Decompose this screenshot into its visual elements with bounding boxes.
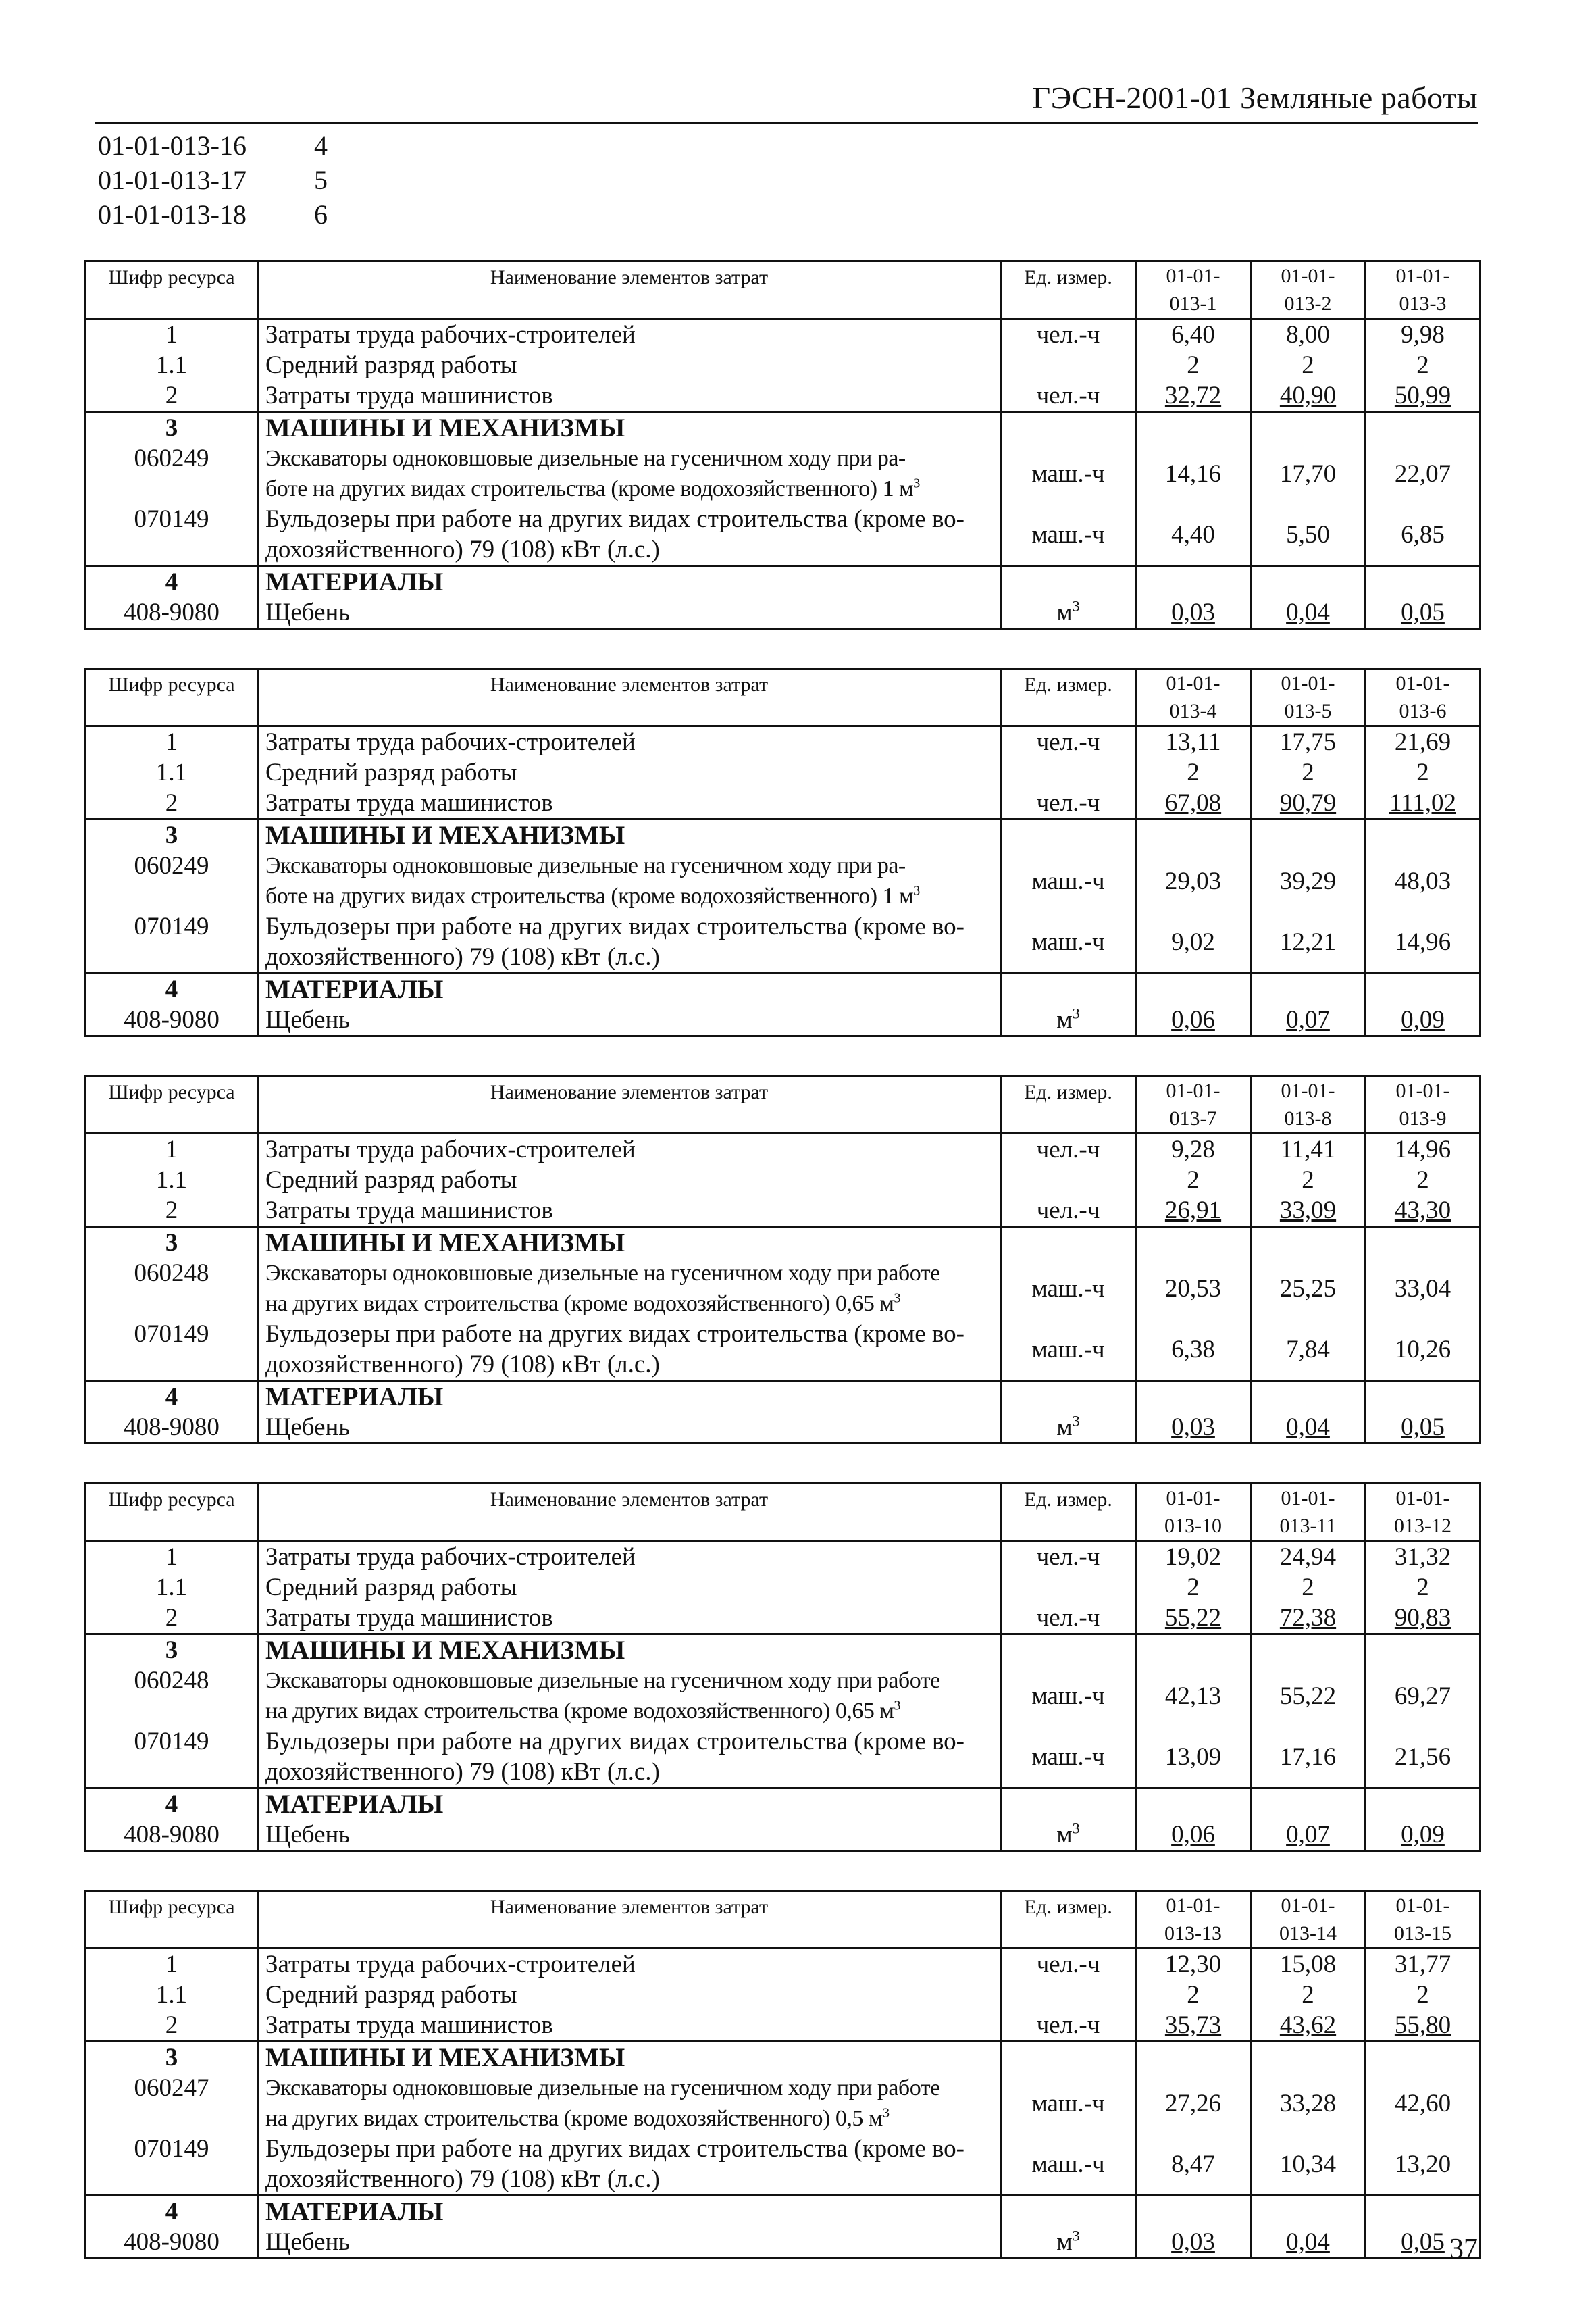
value-cell: 11,41 xyxy=(1251,1134,1366,1165)
column-header-name: Наименование элементов затрат xyxy=(258,1891,1001,1948)
norm-tables xyxy=(84,260,1479,2297)
resource-name: Средний разряд работы xyxy=(258,1165,1001,1195)
table-row-section-machines xyxy=(86,2042,1481,2073)
section-code: 3 xyxy=(86,1634,258,1666)
table-row-excavator xyxy=(86,2073,1481,2134)
column-header-code: Шифр ресурса xyxy=(86,1891,258,1948)
resource-unit xyxy=(1001,1165,1136,1195)
value-cell: 13,11 xyxy=(1136,726,1251,758)
resource-code: 1 xyxy=(86,726,258,758)
table-row-machinists xyxy=(86,1603,1481,1634)
column-header-norm: 01-01- 013-3 xyxy=(1366,261,1481,319)
value-cell: 2 xyxy=(1251,1572,1366,1603)
value-cell: 0,03 xyxy=(1136,1412,1251,1444)
resource-unit: чел.-ч xyxy=(1001,2010,1136,2042)
column-header-unit: Ед. измер. xyxy=(1001,669,1136,726)
resource-code: 2 xyxy=(86,1195,258,1227)
value-cell: 0,06 xyxy=(1136,1005,1251,1036)
resource-name: Щебень xyxy=(258,597,1001,629)
value-cell: 0,04 xyxy=(1251,1412,1366,1444)
column-header-code: Шифр ресурса xyxy=(86,1076,258,1134)
table-row-labor xyxy=(86,319,1481,351)
table-row-grade xyxy=(86,1980,1481,2010)
table-row-machinists xyxy=(86,380,1481,412)
column-header-norm: 01-01- 013-5 xyxy=(1251,669,1366,726)
column-header-norm: 01-01- 013-11 xyxy=(1251,1484,1366,1541)
value-cell: 32,72 xyxy=(1136,380,1251,412)
resource-code: 2 xyxy=(86,380,258,412)
table-header-row xyxy=(86,261,1481,319)
section-code: 4 xyxy=(86,1381,258,1413)
column-header-norm: 01-01- 013-15 xyxy=(1366,1891,1481,1948)
resource-unit: чел.-ч xyxy=(1001,1541,1136,1573)
column-header-norm: 01-01- 013-2 xyxy=(1251,261,1366,319)
value-cell: 4,40 xyxy=(1136,504,1251,566)
section-title: МАШИНЫ И МЕХАНИЗМЫ xyxy=(258,2042,1001,2073)
resource-unit: маш.-ч xyxy=(1001,1258,1136,1319)
table-row-section-machines xyxy=(86,412,1481,444)
resource-code: 070149 xyxy=(86,2134,258,2196)
table-row-labor xyxy=(86,1541,1481,1573)
resource-name: Экскаваторы одноковшовые дизельные на гусеничном ходу при ра- боте на других видах строительства (кроме водохозяйственного) 1 $м^3$ xyxy=(258,443,1001,504)
resource-unit: $м^3$ xyxy=(1001,2227,1136,2259)
value-cell: 29,03 xyxy=(1136,851,1251,911)
norm-code: 01-01-013-18 xyxy=(98,199,247,230)
section-title: МАШИНЫ И МЕХАНИЗМЫ xyxy=(258,412,1001,444)
resource-unit: $м^3$ xyxy=(1001,1412,1136,1444)
resource-name: Затраты труда рабочих-строителей xyxy=(258,1541,1001,1573)
norm-code-number: 4 xyxy=(314,130,328,161)
value-cell: 55,80 xyxy=(1366,2010,1481,2042)
resource-name: Затраты труда машинистов xyxy=(258,1195,1001,1227)
resource-unit: $м^3$ xyxy=(1001,1005,1136,1036)
value-cell: 13,20 xyxy=(1366,2134,1481,2196)
value-cell: 0,03 xyxy=(1136,2227,1251,2259)
resource-name: Бульдозеры при работе на других видах строительства (кроме во- дохозяйственного) 79 (108) кВт (л.с.) xyxy=(258,1319,1001,1381)
resource-code: 070149 xyxy=(86,504,258,566)
value-cell: 0,05 xyxy=(1366,2227,1481,2259)
resource-code: 2 xyxy=(86,788,258,820)
resource-name: Затраты труда рабочих-строителей xyxy=(258,1948,1001,1980)
column-header-norm: 01-01- 013-8 xyxy=(1251,1076,1366,1134)
section-code: 3 xyxy=(86,2042,258,2073)
column-header-name: Наименование элементов затрат xyxy=(258,669,1001,726)
table-row-section-materials xyxy=(86,566,1481,598)
resource-table xyxy=(84,668,1481,1037)
value-cell: 17,16 xyxy=(1251,1726,1366,1788)
norm-codes-list xyxy=(98,128,328,232)
section-code: 3 xyxy=(86,1227,258,1259)
resource-code: 1 xyxy=(86,1134,258,1165)
value-cell: 48,03 xyxy=(1366,851,1481,911)
table-row-grade xyxy=(86,350,1481,380)
column-header-norm: 01-01- 013-12 xyxy=(1366,1484,1481,1541)
value-cell: 17,75 xyxy=(1251,726,1366,758)
table-row-section-machines xyxy=(86,1634,1481,1666)
resource-table xyxy=(84,1075,1481,1444)
value-cell: 42,60 xyxy=(1366,2073,1481,2134)
value-cell: 21,56 xyxy=(1366,1726,1481,1788)
value-cell: 50,99 xyxy=(1366,380,1481,412)
value-cell: 2 xyxy=(1366,1165,1481,1195)
resource-code: 408-9080 xyxy=(86,1412,258,1444)
value-cell: 2 xyxy=(1136,1165,1251,1195)
value-cell: 2 xyxy=(1136,1980,1251,2010)
table-row-gravel xyxy=(86,1412,1481,1444)
value-cell: 40,90 xyxy=(1251,380,1366,412)
column-header-unit: Ед. измер. xyxy=(1001,1891,1136,1948)
resource-name: Бульдозеры при работе на других видах строительства (кроме во- дохозяйственного) 79 (108) кВт (л.с.) xyxy=(258,504,1001,566)
table-row-machinists xyxy=(86,2010,1481,2042)
resource-unit: маш.-ч xyxy=(1001,1319,1136,1381)
value-cell: 0,04 xyxy=(1251,597,1366,629)
section-code: 4 xyxy=(86,2196,258,2228)
value-cell: 6,38 xyxy=(1136,1319,1251,1381)
resource-table xyxy=(84,1890,1481,2259)
norm-code-row xyxy=(98,197,328,232)
column-header-code: Шифр ресурса xyxy=(86,669,258,726)
table-header-row xyxy=(86,1891,1481,1948)
value-cell: 39,29 xyxy=(1251,851,1366,911)
value-cell: 2 xyxy=(1251,350,1366,380)
resource-unit: $м^3$ xyxy=(1001,597,1136,629)
table-row-bulldozer xyxy=(86,911,1481,974)
value-cell: 9,28 xyxy=(1136,1134,1251,1165)
resource-unit: маш.-ч xyxy=(1001,1726,1136,1788)
resource-name: Затраты труда машинистов xyxy=(258,788,1001,820)
section-title: МАТЕРИАЛЫ xyxy=(258,974,1001,1005)
resource-table xyxy=(84,260,1481,630)
resource-name: Затраты труда машинистов xyxy=(258,380,1001,412)
table-row-excavator xyxy=(86,1665,1481,1726)
table-header-row xyxy=(86,669,1481,726)
resource-code: 2 xyxy=(86,2010,258,2042)
resource-name: Затраты труда рабочих-строителей xyxy=(258,1134,1001,1165)
table-row-gravel xyxy=(86,1005,1481,1036)
value-cell: 69,27 xyxy=(1366,1665,1481,1726)
value-cell: 2 xyxy=(1136,757,1251,788)
value-cell: 2 xyxy=(1251,757,1366,788)
table-row-machinists xyxy=(86,788,1481,820)
value-cell: 33,04 xyxy=(1366,1258,1481,1319)
section-title: МАТЕРИАЛЫ xyxy=(258,1381,1001,1413)
resource-unit xyxy=(1001,350,1136,380)
value-cell: 8,47 xyxy=(1136,2134,1251,2196)
resource-code: 408-9080 xyxy=(86,597,258,629)
norm-code-number: 5 xyxy=(314,165,328,195)
table-row-labor xyxy=(86,726,1481,758)
table-row-bulldozer xyxy=(86,504,1481,566)
value-cell: 2 xyxy=(1366,350,1481,380)
resource-unit: чел.-ч xyxy=(1001,788,1136,820)
value-cell: 33,09 xyxy=(1251,1195,1366,1227)
resource-code: 408-9080 xyxy=(86,1819,258,1851)
value-cell: 12,21 xyxy=(1251,911,1366,974)
value-cell: 22,07 xyxy=(1366,443,1481,504)
column-header-code: Шифр ресурса xyxy=(86,261,258,319)
resource-unit xyxy=(1001,1980,1136,2010)
resource-unit: чел.-ч xyxy=(1001,1603,1136,1634)
resource-unit: маш.-ч xyxy=(1001,2073,1136,2134)
table-row-labor xyxy=(86,1948,1481,1980)
column-header-norm: 01-01- 013-4 xyxy=(1136,669,1251,726)
table-header-row xyxy=(86,1484,1481,1541)
value-cell: 2 xyxy=(1366,1980,1481,2010)
value-cell: 35,73 xyxy=(1136,2010,1251,2042)
value-cell: 15,08 xyxy=(1251,1948,1366,1980)
resource-code: 060248 xyxy=(86,1665,258,1726)
section-code: 3 xyxy=(86,412,258,444)
column-header-norm: 01-01- 013-10 xyxy=(1136,1484,1251,1541)
resource-code: 060249 xyxy=(86,851,258,911)
value-cell: 0,07 xyxy=(1251,1819,1366,1851)
table-row-bulldozer xyxy=(86,1319,1481,1381)
column-header-norm: 01-01- 013-14 xyxy=(1251,1891,1366,1948)
column-header-unit: Ед. измер. xyxy=(1001,1484,1136,1541)
value-cell: 43,30 xyxy=(1366,1195,1481,1227)
resource-unit: чел.-ч xyxy=(1001,1948,1136,1980)
resource-name: Щебень xyxy=(258,1412,1001,1444)
value-cell: 111,02 xyxy=(1366,788,1481,820)
table-row-machinists xyxy=(86,1195,1481,1227)
value-cell: 8,00 xyxy=(1251,319,1366,351)
table-row-bulldozer xyxy=(86,2134,1481,2196)
column-header-norm: 01-01- 013-13 xyxy=(1136,1891,1251,1948)
resource-code: 1.1 xyxy=(86,1980,258,2010)
value-cell: 43,62 xyxy=(1251,2010,1366,2042)
value-cell: 2 xyxy=(1366,757,1481,788)
section-title: МАШИНЫ И МЕХАНИЗМЫ xyxy=(258,1634,1001,1666)
page-number: 37 xyxy=(1449,2234,1478,2265)
value-cell: 2 xyxy=(1136,1572,1251,1603)
value-cell: 20,53 xyxy=(1136,1258,1251,1319)
resource-name: Экскаваторы одноковшовые дизельные на гусеничном ходу при работе на других видах строительства (кроме водохозяйственного) 0,5 $м^3$ xyxy=(258,2073,1001,2134)
resource-unit: чел.-ч xyxy=(1001,726,1136,758)
resource-name: Экскаваторы одноковшовые дизельные на гусеничном ходу при ра- боте на других видах строительства (кроме водохозяйственного) 1 $м^3$ xyxy=(258,851,1001,911)
resource-code: 408-9080 xyxy=(86,2227,258,2259)
value-cell: 31,77 xyxy=(1366,1948,1481,1980)
resource-name: Затраты труда машинистов xyxy=(258,1603,1001,1634)
table-row-grade xyxy=(86,1572,1481,1603)
resource-unit xyxy=(1001,1572,1136,1603)
value-cell: 10,26 xyxy=(1366,1319,1481,1381)
resource-code: 070149 xyxy=(86,1319,258,1381)
resource-unit: маш.-ч xyxy=(1001,851,1136,911)
value-cell: 14,96 xyxy=(1366,1134,1481,1165)
norm-code-row xyxy=(98,163,328,197)
value-cell: 19,02 xyxy=(1136,1541,1251,1573)
resource-name: Затраты труда машинистов xyxy=(258,2010,1001,2042)
section-title: МАТЕРИАЛЫ xyxy=(258,566,1001,598)
header-rule xyxy=(95,122,1478,124)
value-cell: 13,09 xyxy=(1136,1726,1251,1788)
value-cell: 0,06 xyxy=(1136,1819,1251,1851)
resource-code: 060248 xyxy=(86,1258,258,1319)
section-title: МАШИНЫ И МЕХАНИЗМЫ xyxy=(258,1227,1001,1259)
column-header-norm: 01-01- 013-7 xyxy=(1136,1076,1251,1134)
resource-name: Бульдозеры при работе на других видах строительства (кроме во- дохозяйственного) 79 (108) кВт (л.с.) xyxy=(258,1726,1001,1788)
resource-name: Средний разряд работы xyxy=(258,757,1001,788)
table-row-gravel xyxy=(86,597,1481,629)
column-header-norm: 01-01- 013-6 xyxy=(1366,669,1481,726)
resource-name: Бульдозеры при работе на других видах строительства (кроме во- дохозяйственного) 79 (108) кВт (л.с.) xyxy=(258,911,1001,974)
table-row-section-machines xyxy=(86,1227,1481,1259)
resource-name: Экскаваторы одноковшовые дизельные на гусеничном ходу при работе на других видах строительства (кроме водохозяйственного) 0,65 $м^3$ xyxy=(258,1665,1001,1726)
column-header-norm: 01-01- 013-1 xyxy=(1136,261,1251,319)
value-cell: 14,16 xyxy=(1136,443,1251,504)
value-cell: 17,70 xyxy=(1251,443,1366,504)
table-row-excavator xyxy=(86,1258,1481,1319)
resource-code: 060249 xyxy=(86,443,258,504)
value-cell: 12,30 xyxy=(1136,1948,1251,1980)
value-cell: 2 xyxy=(1366,1572,1481,1603)
resource-unit: чел.-ч xyxy=(1001,319,1136,351)
resource-code: 070149 xyxy=(86,911,258,974)
value-cell: 9,02 xyxy=(1136,911,1251,974)
value-cell: 21,69 xyxy=(1366,726,1481,758)
resource-table xyxy=(84,1482,1481,1852)
value-cell: 7,84 xyxy=(1251,1319,1366,1381)
value-cell: 14,96 xyxy=(1366,911,1481,974)
resource-code: 1.1 xyxy=(86,1572,258,1603)
value-cell: 24,94 xyxy=(1251,1541,1366,1573)
value-cell: 25,25 xyxy=(1251,1258,1366,1319)
section-code: 4 xyxy=(86,1788,258,1820)
value-cell: 26,91 xyxy=(1136,1195,1251,1227)
resource-unit: маш.-ч xyxy=(1001,2134,1136,2196)
resource-name: Щебень xyxy=(258,1005,1001,1036)
table-row-section-materials xyxy=(86,1381,1481,1413)
resource-unit: маш.-ч xyxy=(1001,1665,1136,1726)
resource-code: 408-9080 xyxy=(86,1005,258,1036)
norm-code-number: 6 xyxy=(314,199,328,230)
column-header-name: Наименование элементов затрат xyxy=(258,1076,1001,1134)
value-cell: 2 xyxy=(1251,1980,1366,2010)
resource-unit: чел.-ч xyxy=(1001,1134,1136,1165)
value-cell: 72,38 xyxy=(1251,1603,1366,1634)
value-cell: 0,03 xyxy=(1136,597,1251,629)
column-header-name: Наименование элементов затрат xyxy=(258,1484,1001,1541)
value-cell: 42,13 xyxy=(1136,1665,1251,1726)
value-cell: 55,22 xyxy=(1251,1665,1366,1726)
column-header-name: Наименование элементов затрат xyxy=(258,261,1001,319)
resource-unit: чел.-ч xyxy=(1001,380,1136,412)
value-cell: 2 xyxy=(1251,1165,1366,1195)
value-cell: 10,34 xyxy=(1251,2134,1366,2196)
value-cell: 55,22 xyxy=(1136,1603,1251,1634)
resource-code: 1 xyxy=(86,319,258,351)
section-title: МАШИНЫ И МЕХАНИЗМЫ xyxy=(258,820,1001,851)
table-row-section-materials xyxy=(86,2196,1481,2228)
resource-unit xyxy=(1001,757,1136,788)
table-row-bulldozer xyxy=(86,1726,1481,1788)
resource-name: Экскаваторы одноковшовые дизельные на гусеничном ходу при работе на других видах строительства (кроме водохозяйственного) 0,65 $м^3$ xyxy=(258,1258,1001,1319)
resource-name: Щебень xyxy=(258,2227,1001,2259)
value-cell: 9,98 xyxy=(1366,319,1481,351)
table-header-row xyxy=(86,1076,1481,1134)
table-row-labor xyxy=(86,1134,1481,1165)
column-header-norm: 01-01- 013-9 xyxy=(1366,1076,1481,1134)
resource-code: 1 xyxy=(86,1541,258,1573)
table-row-grade xyxy=(86,1165,1481,1195)
resource-unit: маш.-ч xyxy=(1001,504,1136,566)
column-header-code: Шифр ресурса xyxy=(86,1484,258,1541)
resource-code: 070149 xyxy=(86,1726,258,1788)
value-cell: 33,28 xyxy=(1251,2073,1366,2134)
value-cell: 2 xyxy=(1136,350,1251,380)
section-code: 4 xyxy=(86,974,258,1005)
value-cell: 0,05 xyxy=(1366,1412,1481,1444)
norm-code-row xyxy=(98,128,328,163)
table-row-excavator xyxy=(86,851,1481,911)
value-cell: 0,05 xyxy=(1366,597,1481,629)
value-cell: 27,26 xyxy=(1136,2073,1251,2134)
value-cell: 90,79 xyxy=(1251,788,1366,820)
table-row-section-materials xyxy=(86,974,1481,1005)
resource-name: Щебень xyxy=(258,1819,1001,1851)
resource-code: 2 xyxy=(86,1603,258,1634)
table-row-excavator xyxy=(86,443,1481,504)
resource-name: Средний разряд работы xyxy=(258,1980,1001,2010)
value-cell: 0,09 xyxy=(1366,1005,1481,1036)
page-header-title: ГЭСН-2001-01 Земляные работы xyxy=(1032,80,1478,115)
resource-unit: маш.-ч xyxy=(1001,443,1136,504)
table-row-gravel xyxy=(86,1819,1481,1851)
norm-code: 01-01-013-17 xyxy=(98,165,247,195)
value-cell: 0,09 xyxy=(1366,1819,1481,1851)
resource-unit: чел.-ч xyxy=(1001,1195,1136,1227)
resource-name: Бульдозеры при работе на других видах строительства (кроме во- дохозяйственного) 79 (108) кВт (л.с.) xyxy=(258,2134,1001,2196)
value-cell: 31,32 xyxy=(1366,1541,1481,1573)
resource-code: 1.1 xyxy=(86,350,258,380)
section-code: 3 xyxy=(86,820,258,851)
value-cell: 5,50 xyxy=(1251,504,1366,566)
resource-code: 1.1 xyxy=(86,757,258,788)
resource-name: Средний разряд работы xyxy=(258,1572,1001,1603)
resource-unit: $м^3$ xyxy=(1001,1819,1136,1851)
value-cell: 6,85 xyxy=(1366,504,1481,566)
section-title: МАТЕРИАЛЫ xyxy=(258,1788,1001,1820)
resource-name: Средний разряд работы xyxy=(258,350,1001,380)
section-title: МАТЕРИАЛЫ xyxy=(258,2196,1001,2228)
resource-unit: маш.-ч xyxy=(1001,911,1136,974)
column-header-unit: Ед. измер. xyxy=(1001,261,1136,319)
table-row-section-machines xyxy=(86,820,1481,851)
resource-name: Затраты труда рабочих-строителей xyxy=(258,319,1001,351)
norm-code: 01-01-013-16 xyxy=(98,130,247,161)
value-cell: 0,07 xyxy=(1251,1005,1366,1036)
table-row-grade xyxy=(86,757,1481,788)
table-row-section-materials xyxy=(86,1788,1481,1820)
table-row-gravel xyxy=(86,2227,1481,2259)
resource-code: 060247 xyxy=(86,2073,258,2134)
value-cell: 6,40 xyxy=(1136,319,1251,351)
value-cell: 90,83 xyxy=(1366,1603,1481,1634)
value-cell: 67,08 xyxy=(1136,788,1251,820)
resource-code: 1 xyxy=(86,1948,258,1980)
value-cell: 0,04 xyxy=(1251,2227,1366,2259)
section-code: 4 xyxy=(86,566,258,598)
column-header-unit: Ед. измер. xyxy=(1001,1076,1136,1134)
resource-code: 1.1 xyxy=(86,1165,258,1195)
resource-name: Затраты труда рабочих-строителей xyxy=(258,726,1001,758)
